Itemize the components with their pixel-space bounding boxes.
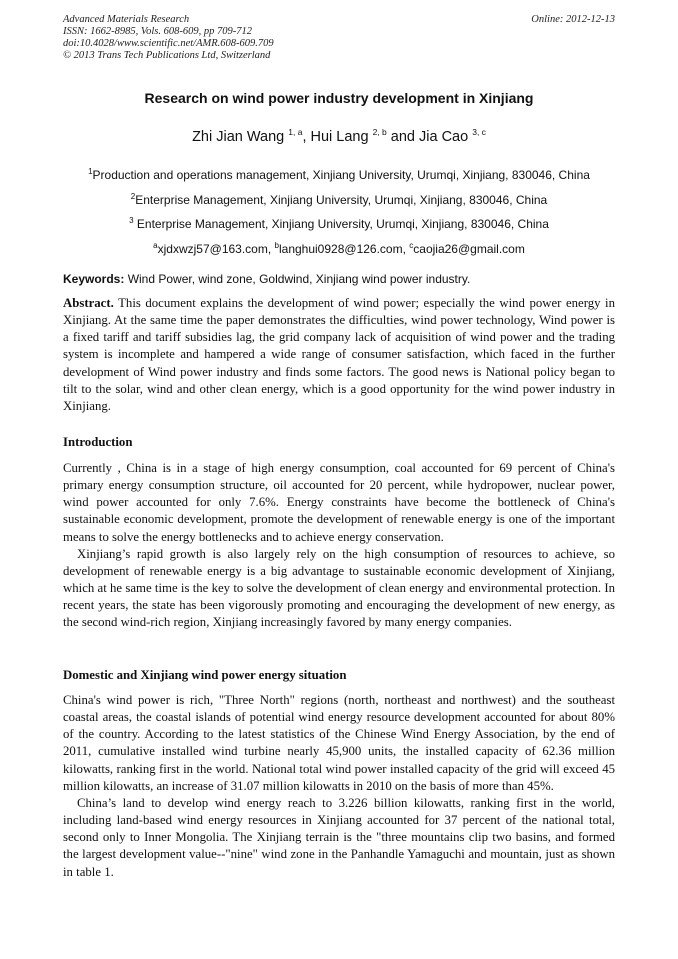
author-name: Zhi Jian Wang [192, 129, 285, 145]
online-date: Online: 2012-12-13 [531, 14, 615, 25]
author-separator: , [302, 129, 311, 145]
email-c[interactable]: caojia26@gmail.com [413, 242, 525, 256]
author-line [0, 129, 678, 145]
affiliation-sup: 3 [129, 216, 134, 225]
email-line [0, 242, 678, 256]
doi-line[interactable]: doi:10.4028/www.scientific.net/AMR.608-609.709 [63, 38, 274, 49]
paper-title: Research on wind power industry development in Xinjiang [144, 90, 534, 106]
affiliation-text: Enterprise Management, Xinjiang University, Urumqi, Xinjiang, 830046, China [133, 217, 549, 231]
paragraph: Currently , China is in a stage of high energy consumption, coal accounted for 69 percent of China's primary energy consumption structure, oil accounted for 20 percent, while hydropower, nuclear power, wind power accounted for only 7.6%. Energy constraints have become the bottleneck of China's sustainable economic development, promote the development of renewable energy is one of the important means to solve the energy bottlenecks and to achieve energy conservation. [63, 461, 615, 544]
affiliation-2 [0, 193, 678, 207]
email-sup: b [274, 241, 279, 250]
domestic-body [63, 692, 615, 881]
author-sup: 3, c [472, 127, 486, 137]
section-heading-domestic: Domestic and Xinjiang wind power energy situation [63, 668, 347, 682]
affiliation-sup: 1 [88, 167, 93, 176]
journal-name: Advanced Materials Research [63, 14, 190, 25]
author-name: Jia Cao [419, 129, 469, 145]
keywords-text: Wind Power, wind zone, Goldwind, Xinjiang wind power industry. [124, 272, 471, 286]
journal-header [63, 14, 615, 62]
paragraph: China's wind power is rich, "Three North" regions (north, northeast and northwest) and the southeast coastal areas, the coastal islands of potential wind energy resource development accounted for about 80% of the country. According to the latest statistics of the Chinese Wind Energy Association, by the end of 2011, cumulative installed wind turbine nearly 45,900 units, the installed capacity of 62.36 million kilowatts, ranking first in the world. National total wind power installed capacity of the grid will exceed 45 million kilowatts, an increase of 31.07 million kilowatts in 2010 on the basis of more than 45%. [63, 693, 615, 793]
keywords [63, 272, 615, 286]
keywords-label: Keywords: [63, 272, 125, 286]
abstract-text: This document explains the development of wind power; especially the wind power energy in Xinjiang. At the same time the paper demonstrates the difficulties, wind power technology, Wind power is a fixed tariff and tariff subsidies lag, the grid company lack of acquisition of wind power and the trading system is incomplete and hampered a wide range of consumer satisfaction, which faced in the further development of Wind power industry and finds some factors. The good news is National policy began to tilt to the solar, wind and other clean energy, which is a good opportunity for the wind power industry in Xinjiang. [63, 296, 615, 413]
abstract-label: Abstract. [63, 296, 114, 310]
affiliation-text: Enterprise Management, Xinjiang University, Urumqi, Xinjiang, 830046, China [135, 193, 548, 207]
affiliation-1 [0, 168, 678, 182]
author-name: Hui Lang [310, 129, 369, 145]
paragraph: Xinjiang’s rapid growth is also largely rely on the high consumption of resources to achieve, so development of renewable energy is a big advantage to sustainable economic development of Xinjiang, which at he same time is the key to solve the development of clean energy and environmental protection. In recent years, the state has been vigorously promoting and encouraging the development of new energy, as the second wind-rich region, Xinjiang increasingly favored by many energy companies. [63, 546, 615, 630]
affiliation-3 [0, 217, 678, 231]
introduction-body [63, 460, 615, 632]
author-separator: and [386, 129, 420, 145]
author-sup: 2, b [372, 127, 387, 137]
author-sup: 1, a [288, 127, 303, 137]
email-sup: c [409, 241, 414, 250]
paragraph: China’s land to develop wind energy reach to 3.226 billion kilowatts, ranking first in the world, including land-based wind energy resources in Xinjiang accounted for 37 percent of the national total, second only to Inner Mongolia. The Xinjiang terrain is the "three mountains clip two basins, and formed the largest development value--"nine" wind zone in the Panhandle Yamaguchi and mountain, just as shown in table 1. [63, 795, 615, 879]
email-b[interactable]: langhui0928@126.com, [278, 242, 410, 256]
abstract [63, 295, 615, 415]
email-a[interactable]: xjdxwzj57@163.com, [157, 242, 275, 256]
issn-line: ISSN: 1662-8985, Vols. 608-609, pp 709-712 [63, 26, 252, 37]
email-sup: a [153, 241, 158, 250]
affiliation-text: Production and operations management, Xinjiang University, Urumqi, Xinjiang, 830046, China [92, 168, 590, 182]
affiliation-sup: 2 [130, 192, 136, 201]
section-heading-introduction: Introduction [63, 435, 133, 449]
copyright-line: © 2013 Trans Tech Publications Ltd, Switzerland [63, 50, 271, 61]
